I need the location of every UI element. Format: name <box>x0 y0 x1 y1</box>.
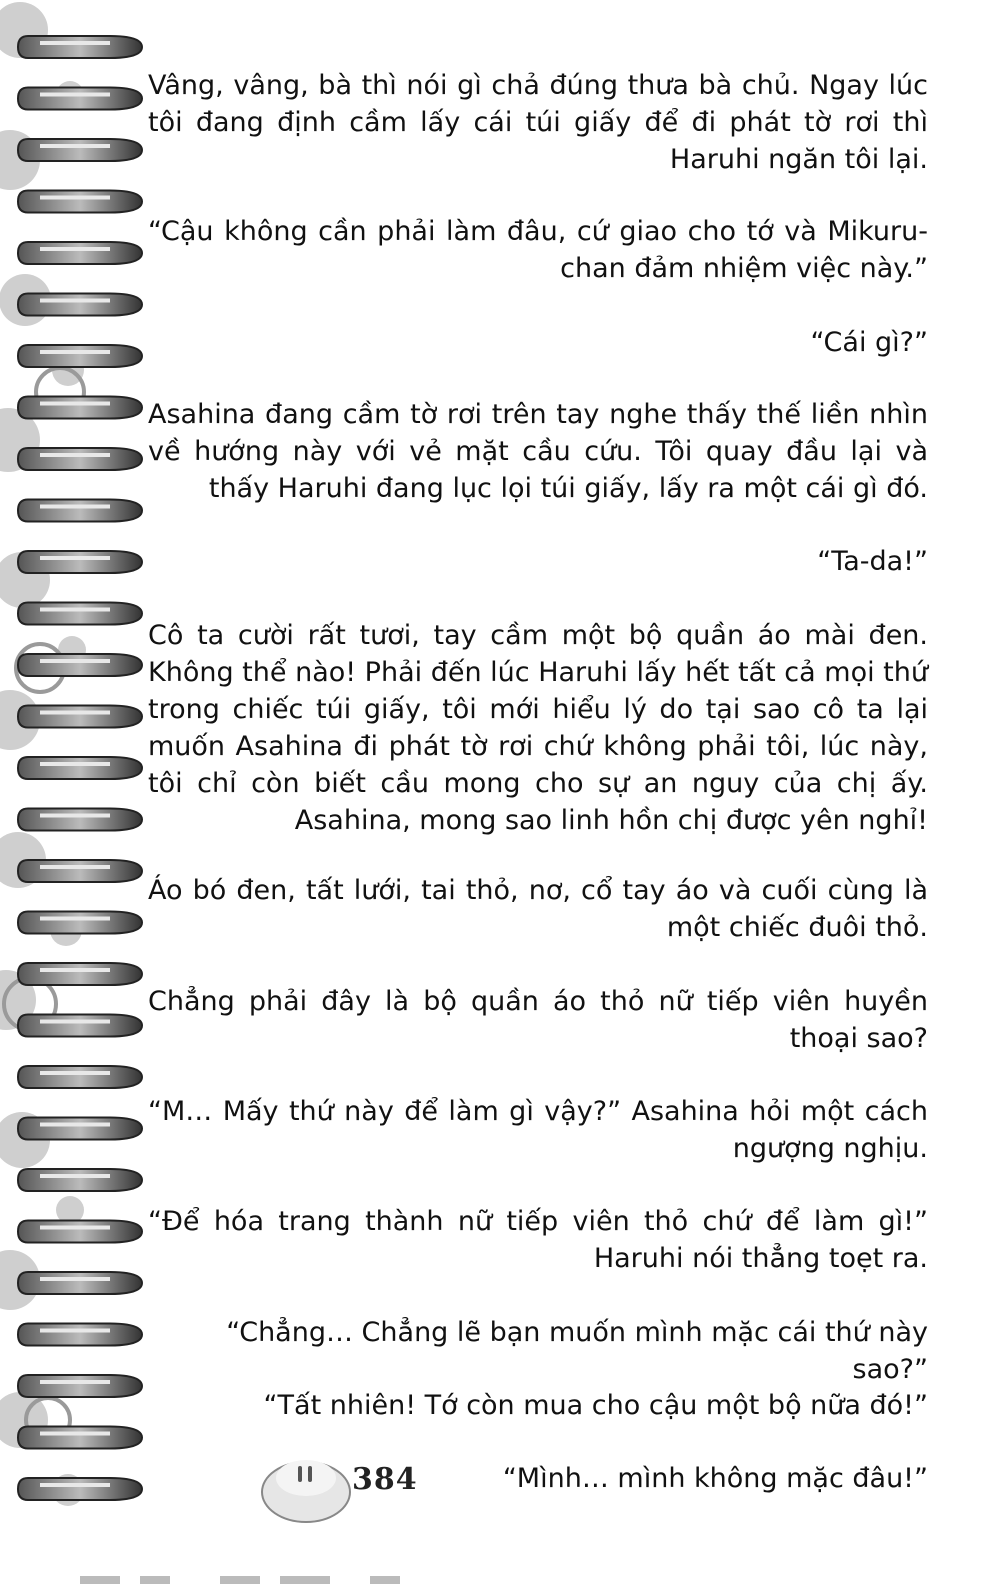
spiral-ring <box>18 36 142 58</box>
spiral-ring-highlight <box>40 1071 110 1075</box>
spiral-ring <box>18 757 142 779</box>
spiral-ring-highlight <box>40 247 110 251</box>
paragraph-7: Áo bó đen, tất lưới, tai thỏ, nơ, cổ tay áo và cuối cùng là một chiếc đuôi thỏ. <box>148 875 928 943</box>
spiral-ring <box>18 1015 142 1037</box>
spiral-ring-highlight <box>40 41 110 45</box>
spiral-ring <box>18 1221 142 1243</box>
spiral-ring <box>18 1066 142 1088</box>
spiral-ring-highlight <box>40 453 110 457</box>
spiral-ring-highlight <box>40 968 110 972</box>
spiral-ring-highlight <box>40 350 110 354</box>
spiral-ring-highlight <box>40 1483 110 1487</box>
paragraph-12: “Tất nhiên! Tớ còn mua cho cậu một bộ nữa đó!” <box>263 1390 928 1421</box>
spiral-ring-highlight <box>40 505 110 509</box>
spiral-binding-icon <box>0 0 150 1584</box>
spiral-ring <box>18 242 142 264</box>
spiral-ring <box>18 1118 142 1140</box>
spiral-ring <box>18 551 142 573</box>
paragraph-3: “Cái gì?” <box>810 327 928 358</box>
spiral-ring <box>18 1375 142 1397</box>
spiral-ring <box>18 963 142 985</box>
spiral-ring <box>18 603 142 625</box>
spiral-ring-highlight <box>40 1020 110 1024</box>
spiral-ring-highlight <box>40 556 110 560</box>
spiral-ring-highlight <box>40 1432 110 1436</box>
paragraph-2: “Cậu không cần phải làm đâu, cứ giao cho tớ và Mikuru-chan đảm nhiệm việc này.” <box>148 216 928 284</box>
paragraph-11: “Chẳng… Chẳng lẽ bạn muốn mình mặc cái thứ này sao?” <box>226 1317 928 1385</box>
spiral-ring-highlight <box>40 93 110 97</box>
spiral-ring <box>18 860 142 882</box>
spiral-ring <box>18 654 142 676</box>
spiral-ring <box>18 88 142 110</box>
spiral-ring-highlight <box>40 1329 110 1333</box>
spiral-ring-highlight <box>40 144 110 148</box>
spiral-ring-highlight <box>40 402 110 406</box>
paragraph-4: Asahina đang cầm tờ rơi trên tay nghe thấy thế liền nhìn về hướng này với vẻ mặt cầu cứu. Tôi quay đầu lại và thấy Haruhi đang lục lọi túi giấy, lấy ra một cái gì đó. <box>148 399 928 504</box>
spiral-ring <box>18 294 142 316</box>
paragraph-9: “M… Mấy thứ này để làm gì vậy?” Asahina hỏi một cách ngượng nghịu. <box>148 1096 928 1164</box>
spiral-ring-highlight <box>40 1174 110 1178</box>
spiral-ring-highlight <box>40 917 110 921</box>
spiral-ring <box>18 912 142 934</box>
spiral-ring <box>18 345 142 367</box>
spiral-ring-highlight <box>40 711 110 715</box>
paragraph-10: “Để hóa trang thành nữ tiếp viên thỏ chứ để làm gì!” Haruhi nói thẳng toẹt ra. <box>148 1206 928 1274</box>
spiral-ring <box>18 500 142 522</box>
spiral-ring <box>18 191 142 213</box>
spiral-ring-highlight <box>40 1277 110 1281</box>
spiral-ring-highlight <box>40 1226 110 1230</box>
paragraph-8: Chẳng phải đây là bộ quần áo thỏ nữ tiếp viên huyền thoại sao? <box>148 986 928 1054</box>
bottom-edge-strip <box>80 1556 920 1584</box>
spiral-ring <box>18 139 142 161</box>
spiral-ring-highlight <box>40 865 110 869</box>
paragraph-6: Cô ta cười rất tươi, tay cầm một bộ quần áo mài đen. Không thể nào! Phải đến lúc Haruhi lấy hết tất cả mọi thứ trong chiếc túi giấy, tôi mới hiểu lý do tại sao cô ta lại muốn Asahina đi phát tờ rơi chứ không phải tôi, lúc này, tôi chỉ còn biết cầu mong cho sự an nguy của chị ấy. Asahina, mong sao linh hồn chị được yên nghỉ! <box>148 620 928 836</box>
spiral-ring <box>18 397 142 419</box>
spiral-ring <box>18 1478 142 1500</box>
spiral-ring-highlight <box>40 608 110 612</box>
spiral-ring-highlight <box>40 659 110 663</box>
spiral-ring-highlight <box>40 1380 110 1384</box>
paragraph-5: “Ta-da!” <box>817 546 928 577</box>
spiral-ring-highlight <box>40 814 110 818</box>
page-number: 384 <box>352 1462 418 1497</box>
paragraph-13: “Mình… mình không mặc đâu!” <box>502 1463 928 1494</box>
mascot-blob-icon <box>258 1446 354 1526</box>
spiral-ring-highlight <box>40 762 110 766</box>
spiral-ring-highlight <box>40 196 110 200</box>
spiral-ring <box>18 448 142 470</box>
spiral-ring <box>18 706 142 728</box>
spiral-ring <box>18 1427 142 1449</box>
spiral-ring <box>18 1272 142 1294</box>
spiral-ring-highlight <box>40 1123 110 1127</box>
spiral-ring <box>18 809 142 831</box>
paragraph-1: Vâng, vâng, bà thì nói gì chả đúng thưa bà chủ. Ngay lúc tôi đang định cầm lấy cái túi giấy để đi phát tờ rơi thì Haruhi ngăn tôi lại. <box>148 70 928 175</box>
spiral-ring <box>18 1169 142 1191</box>
spiral-ring <box>18 1324 142 1346</box>
spiral-ring-highlight <box>40 299 110 303</box>
